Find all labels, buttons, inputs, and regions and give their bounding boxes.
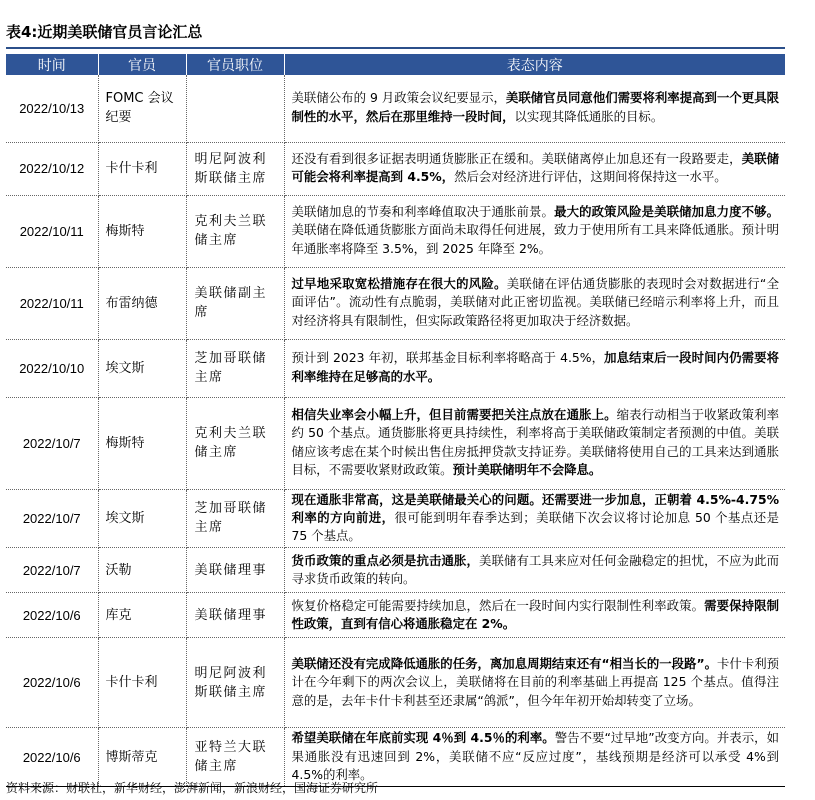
row-official: 卡什卡利 — [98, 638, 186, 728]
table-row — [6, 548, 785, 593]
table-row — [6, 75, 785, 142]
row-speech — [284, 75, 785, 142]
row-official: 梅斯特 — [98, 195, 186, 267]
speech-bold-text: 需要保持限制性政策，直到有信心将通胀稳定在 2%。 — [291, 597, 780, 631]
row-position: 亚特兰大联储主席 — [186, 728, 284, 787]
row-date: 2022/10/6 — [6, 593, 98, 638]
title-rule — [6, 47, 785, 49]
row-position: 美联储副主席 — [186, 267, 284, 339]
row-speech — [284, 397, 785, 489]
header-official: 官员 — [98, 54, 186, 75]
row-date: 2022/10/6 — [6, 728, 98, 787]
speech-text: 很可能到明年春季达到；美联储下次会议将讨论加息 50 个基点还是 75 个基点。 — [291, 509, 780, 544]
row-date: 2022/10/7 — [6, 489, 98, 548]
row-position: 明尼阿波利斯联储主席 — [186, 638, 284, 728]
table-row — [6, 728, 785, 787]
row-position — [186, 75, 284, 142]
speech-text: 还没有看到很多证据表明通货膨胀正在缓和。美联储离停止加息还有一段路要走， — [291, 150, 742, 166]
speech-bold-text: 最大的政策风险是美联储加息力度不够。 — [554, 204, 780, 220]
speech-text: 恢复价格稳定可能需要持续加息，然后在一段时间内实行限制性利率政策。 — [291, 597, 705, 613]
speech-bold-text: 加息结束后一段时间内仍需要将利率维持在足够高的水平。 — [291, 350, 780, 384]
row-speech — [284, 339, 785, 397]
row-date: 2022/10/11 — [6, 195, 98, 267]
speech-text: 美联储在评估通货膨胀的表现时会对数据进行“全面评估”。流动性有点脆弱，美联储对此正密切监视。美联储已经暗示利率将上升，而且对经济将具有限制性，但实际政策路径将更加取决于经济数据。 — [291, 276, 780, 328]
row-official: 卡什卡利 — [98, 142, 186, 195]
source-note: 资料来源：财联社，新华财经，澎湃新闻，新浪财经，国海证券研究所 — [6, 781, 379, 795]
row-speech — [284, 489, 785, 548]
row-position: 明尼阿波利斯联储主席 — [186, 142, 284, 195]
table-row — [6, 489, 785, 548]
table-row — [6, 267, 785, 339]
row-speech — [284, 195, 785, 267]
row-official: 梅斯特 — [98, 397, 186, 489]
row-speech — [284, 548, 785, 593]
row-official: 博斯蒂克 — [98, 728, 186, 787]
speech-bold-text: 货币政策的重点必须是抗击通胀， — [291, 552, 480, 568]
row-position: 克利夫兰联储主席 — [186, 397, 284, 489]
speech-text: 美联储公布的 9 月政策会议纪要显示， — [291, 90, 506, 106]
speech-text: 以实现其降低通胀的目标。 — [514, 108, 664, 124]
table-row — [6, 593, 785, 638]
row-official: 埃文斯 — [98, 339, 186, 397]
row-position: 美联储理事 — [186, 548, 284, 593]
row-position: 芝加哥联储主席 — [186, 339, 284, 397]
row-date: 2022/10/13 — [6, 75, 98, 142]
header-position: 官员职位 — [186, 54, 284, 75]
speech-text: 警告不要“过早地”改变方向。并表示，如果通胀没有迅速回到 2%，美联储不应“反应过度”，基线预期是经济可以承受 4%到 4.5%的利率。 — [291, 730, 779, 782]
speech-bold-text: 预计美联储明年不会降息。 — [452, 461, 602, 477]
row-speech — [284, 728, 785, 787]
row-speech — [284, 142, 785, 195]
row-speech — [284, 267, 785, 339]
speech-bold-text: 美联储还没有完成降低通胀的任务，离加息周期结束还有“相当长的一段路”。 — [291, 655, 717, 671]
table-header-row — [6, 54, 785, 75]
row-position: 芝加哥联储主席 — [186, 489, 284, 548]
row-date: 2022/10/10 — [6, 339, 98, 397]
table-title: 表4:近期美联储官员言论汇总 — [6, 23, 203, 41]
row-speech — [284, 593, 785, 638]
speech-bold-text: 过早地采取宽松措施存在很大的风险。 — [291, 276, 507, 292]
row-position: 克利夫兰联储主席 — [186, 195, 284, 267]
table-row — [6, 195, 785, 267]
row-position: 美联储理事 — [186, 593, 284, 638]
speech-text: 然后会对经济进行评估，这期间将保持这一水平。 — [454, 169, 727, 184]
fed-remarks-table — [6, 54, 785, 787]
header-time: 时间 — [6, 54, 98, 75]
speech-text: 美联储加息的节奏和利率峰值取决于通胀前景。 — [291, 204, 555, 220]
row-official: 布雷纳德 — [98, 267, 186, 339]
row-official: 沃勒 — [98, 548, 186, 593]
row-date: 2022/10/7 — [6, 548, 98, 593]
header-speech: 表态内容 — [284, 54, 785, 75]
speech-text: 卡什卡利预计在今年剩下的两次会议上，美联储将在目前的利率基础上再提高 125 个基点。值得注意的是，去年卡什卡利甚至还隶属“鸽派”，但今年年初开始却转变了立场。 — [291, 655, 779, 708]
speech-text: 预计到 2023 年初，联邦基金目标利率将略高于 4.5%， — [291, 350, 605, 366]
speech-bold-text: 希望美联储在年底前实现 4％到 4.5％的利率。 — [291, 730, 555, 746]
speech-bold-text: 美联储官员同意他们需要将利率提高到一个更具限制性的水平，然后在那里维持一段时间， — [291, 90, 779, 124]
row-date: 2022/10/7 — [6, 397, 98, 489]
row-official: 埃文斯 — [98, 489, 186, 548]
speech-text: 缩表行动相当于收紧政策利率约 50 个基点。通货膨胀将更具持续性，利率将高于美联储政策制定者预测的中值。美联储应该考虑在某个时候出售住房抵押贷款支持证券。美联储将使用自己的工具来达到通胀目标，不需要收紧财政政策。 — [291, 406, 780, 477]
table-row — [6, 638, 785, 728]
speech-text: 美联储有工具来应对任何金融稳定的担忧，不应为此而寻求货币政策的转向。 — [291, 552, 780, 586]
row-date: 2022/10/11 — [6, 267, 98, 339]
speech-bold-text: 美联储可能会将利率提高到 4.5%， — [291, 150, 780, 184]
table-row — [6, 397, 785, 489]
table-row — [6, 339, 785, 397]
table-row — [6, 142, 785, 195]
row-official: 库克 — [98, 593, 186, 638]
row-official: FOMC 会议纪要 — [98, 75, 186, 142]
row-speech — [284, 638, 785, 728]
speech-bold-text: 现在通胀非常高，这是美联储最关心的问题。还需要进一步加息，正朝着 4.5%-4.75%利率的方向前进， — [291, 491, 779, 525]
row-date: 2022/10/6 — [6, 638, 98, 728]
row-date: 2022/10/12 — [6, 142, 98, 195]
speech-bold-text: 相信失业率会小幅上升，但目前需要把关注点放在通胀上。 — [291, 406, 617, 422]
speech-text: 美联储在降低通货膨胀方面尚未取得任何进展，致力于使用所有工具来降低通胀。预计明年通胀率将降至 3.5%，到 2025 年降至 2%。 — [291, 222, 779, 256]
